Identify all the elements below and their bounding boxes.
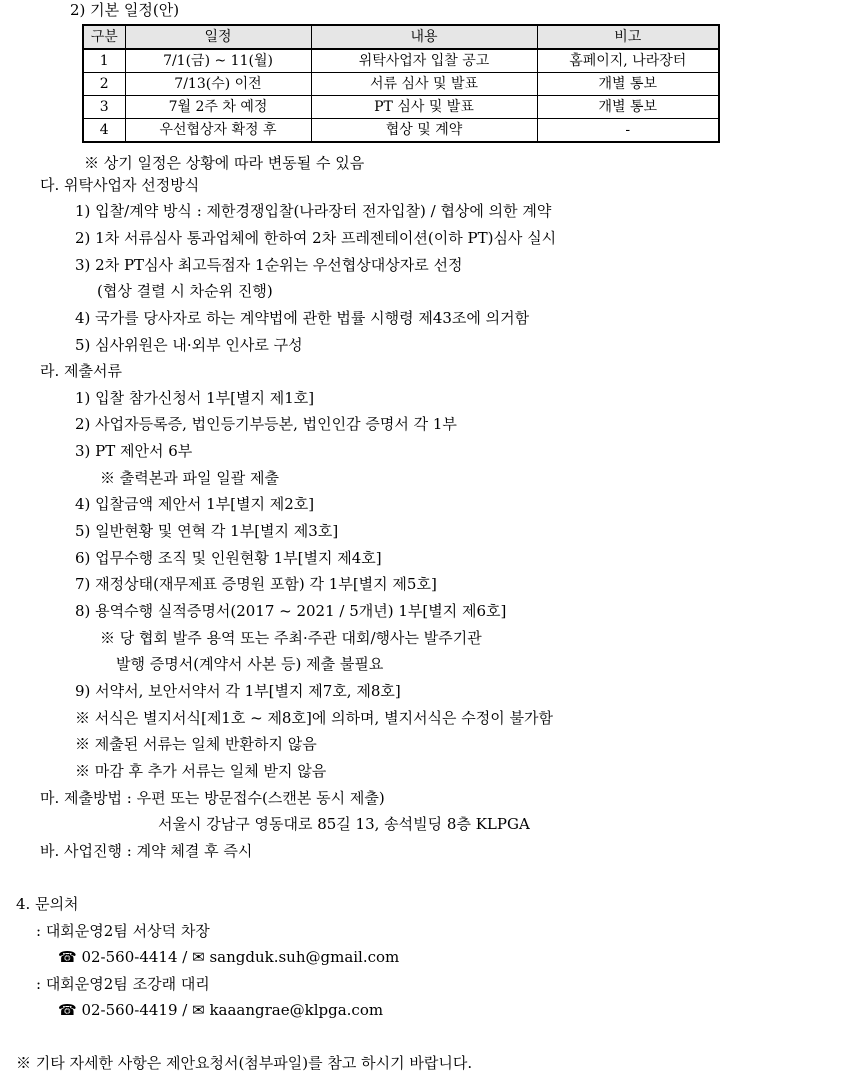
submission-address: 서울시 강남구 영동대로 85길 13, 송석빌딩 8층 KLPGA xyxy=(158,815,530,833)
table-row xyxy=(83,119,719,143)
list-item: 2) 1차 서류심사 통과업체에 한하여 2차 프레젠테이션(이하 PT)심사 실시 xyxy=(75,229,557,247)
table-header-row xyxy=(83,25,719,49)
list-item: 8) 용역수행 실적증명서(2017 ~ 2021 / 5개년) 1부[별지 제6호] xyxy=(75,602,507,620)
phone-icon: ☎ xyxy=(58,1001,77,1019)
table-cell: 우선협상자 확정 후 xyxy=(125,119,311,143)
table-cell: 4 xyxy=(83,119,125,143)
table-header-cell: 구분 xyxy=(83,25,125,49)
list-item: 3) PT 제안서 6부 xyxy=(75,442,193,460)
list-item: 4) 국가를 당사자로 하는 계약법에 관한 법률 시행령 제43조에 의거함 xyxy=(75,309,530,327)
table-cell: 3 xyxy=(83,96,125,119)
list-item: ※ 당 협회 발주 용역 또는 주최·주관 대회/행사는 발주기관 xyxy=(100,629,482,647)
table-cell: 홈페이지, 나라장터 xyxy=(537,49,719,73)
contact-heading: 4. 문의처 xyxy=(16,895,79,913)
list-item: 7) 재정상태(재무제표 증명원 포함) 각 1부[별지 제5호] xyxy=(75,575,437,593)
list-item: ※ 마감 후 추가 서류는 일체 받지 않음 xyxy=(75,762,327,780)
selection-heading: 다. 위탁사업자 선정방식 xyxy=(40,176,200,194)
table-cell: 7/13(수) 이전 xyxy=(125,73,311,96)
envelope-icon: ✉ xyxy=(192,1001,205,1019)
list-item: 1) 입찰 참가신청서 1부[별지 제1호] xyxy=(75,389,315,407)
table-cell: 7/1(금) ~ 11(월) xyxy=(125,49,311,73)
contact-phone: 02-560-4419 / xyxy=(81,1001,193,1019)
list-item: ※ 제출된 서류는 일체 반환하지 않음 xyxy=(75,735,317,753)
contact-phone: 02-560-4414 / xyxy=(81,948,193,966)
documents-heading: 라. 제출서류 xyxy=(40,362,122,380)
contact-line xyxy=(58,1000,383,1020)
contact-email[interactable]: sangduk.suh@gmail.com xyxy=(209,948,400,966)
contact-line xyxy=(58,947,399,967)
table-row xyxy=(83,73,719,96)
table-cell: 1 xyxy=(83,49,125,73)
list-item: 4) 입찰금액 제안서 1부[별지 제2호] xyxy=(75,495,315,513)
table-cell: 서류 심사 및 발표 xyxy=(311,73,537,96)
list-item: ※ 서식은 별지서식[제1호 ~ 제8호]에 의하며, 별지서식은 수정이 불가함 xyxy=(75,709,554,727)
table-cell: 개별 통보 xyxy=(537,96,719,119)
table-cell: 7월 2주 차 예정 xyxy=(125,96,311,119)
list-item: 3) 2차 PT심사 최고득점자 1순위는 우선협상대상자로 선정 xyxy=(75,256,463,274)
list-item: 5) 심사위원은 내·외부 인사로 구성 xyxy=(75,336,303,354)
envelope-icon: ✉ xyxy=(192,948,205,966)
table-header-cell: 일정 xyxy=(125,25,311,49)
table-row xyxy=(83,96,719,119)
list-item: 1) 입찰/계약 방식 : 제한경쟁입찰(나라장터 전자입찰) / 협상에 의한 계약 xyxy=(75,202,552,220)
list-item: 2) 사업자등록증, 법인등기부등본, 법인인감 증명서 각 1부 xyxy=(75,415,457,433)
list-item: 발행 증명서(계약서 사본 등) 제출 불필요 xyxy=(116,655,384,673)
schedule-heading: 2) 기본 일정(안) xyxy=(70,1,180,19)
contact-name: : 대회운영2팀 조강래 대리 xyxy=(36,975,210,993)
schedule-table xyxy=(82,24,720,143)
table-cell: 협상 및 계약 xyxy=(311,119,537,143)
list-item: (협상 결렬 시 차순위 진행) xyxy=(97,282,273,300)
contact-name: : 대회운영2팀 서상덕 차장 xyxy=(36,922,210,940)
table-header-cell: 내용 xyxy=(311,25,537,49)
table-cell: 위탁사업자 입찰 공고 xyxy=(311,49,537,73)
table-cell: 개별 통보 xyxy=(537,73,719,96)
list-item: 5) 일반현황 및 연혁 각 1부[별지 제3호] xyxy=(75,522,339,540)
table-cell: 2 xyxy=(83,73,125,96)
list-item: 9) 서약서, 보안서약서 각 1부[별지 제7호, 제8호] xyxy=(75,682,401,700)
contact-email[interactable]: kaaangrae@klpga.com xyxy=(209,1001,384,1019)
submission-method: 마. 제출방법 : 우편 또는 방문접수(스캔본 동시 제출) xyxy=(40,789,385,807)
footer-note: ※ 기타 자세한 사항은 제안요청서(첨부파일)를 참고 하시기 바랍니다. xyxy=(16,1054,473,1072)
list-item: 6) 업무수행 조직 및 인원현황 1부[별지 제4호] xyxy=(75,549,382,567)
business-progress: 바. 사업진행 : 계약 체결 후 즉시 xyxy=(40,842,253,860)
table-header-cell: 비고 xyxy=(537,25,719,49)
table-cell: - xyxy=(537,119,719,143)
list-item: ※ 출력본과 파일 일괄 제출 xyxy=(100,469,279,487)
phone-icon: ☎ xyxy=(58,948,77,966)
table-row xyxy=(83,49,719,73)
schedule-note: ※ 상기 일정은 상황에 따라 변동될 수 있음 xyxy=(84,154,365,172)
table-cell: PT 심사 및 발표 xyxy=(311,96,537,119)
